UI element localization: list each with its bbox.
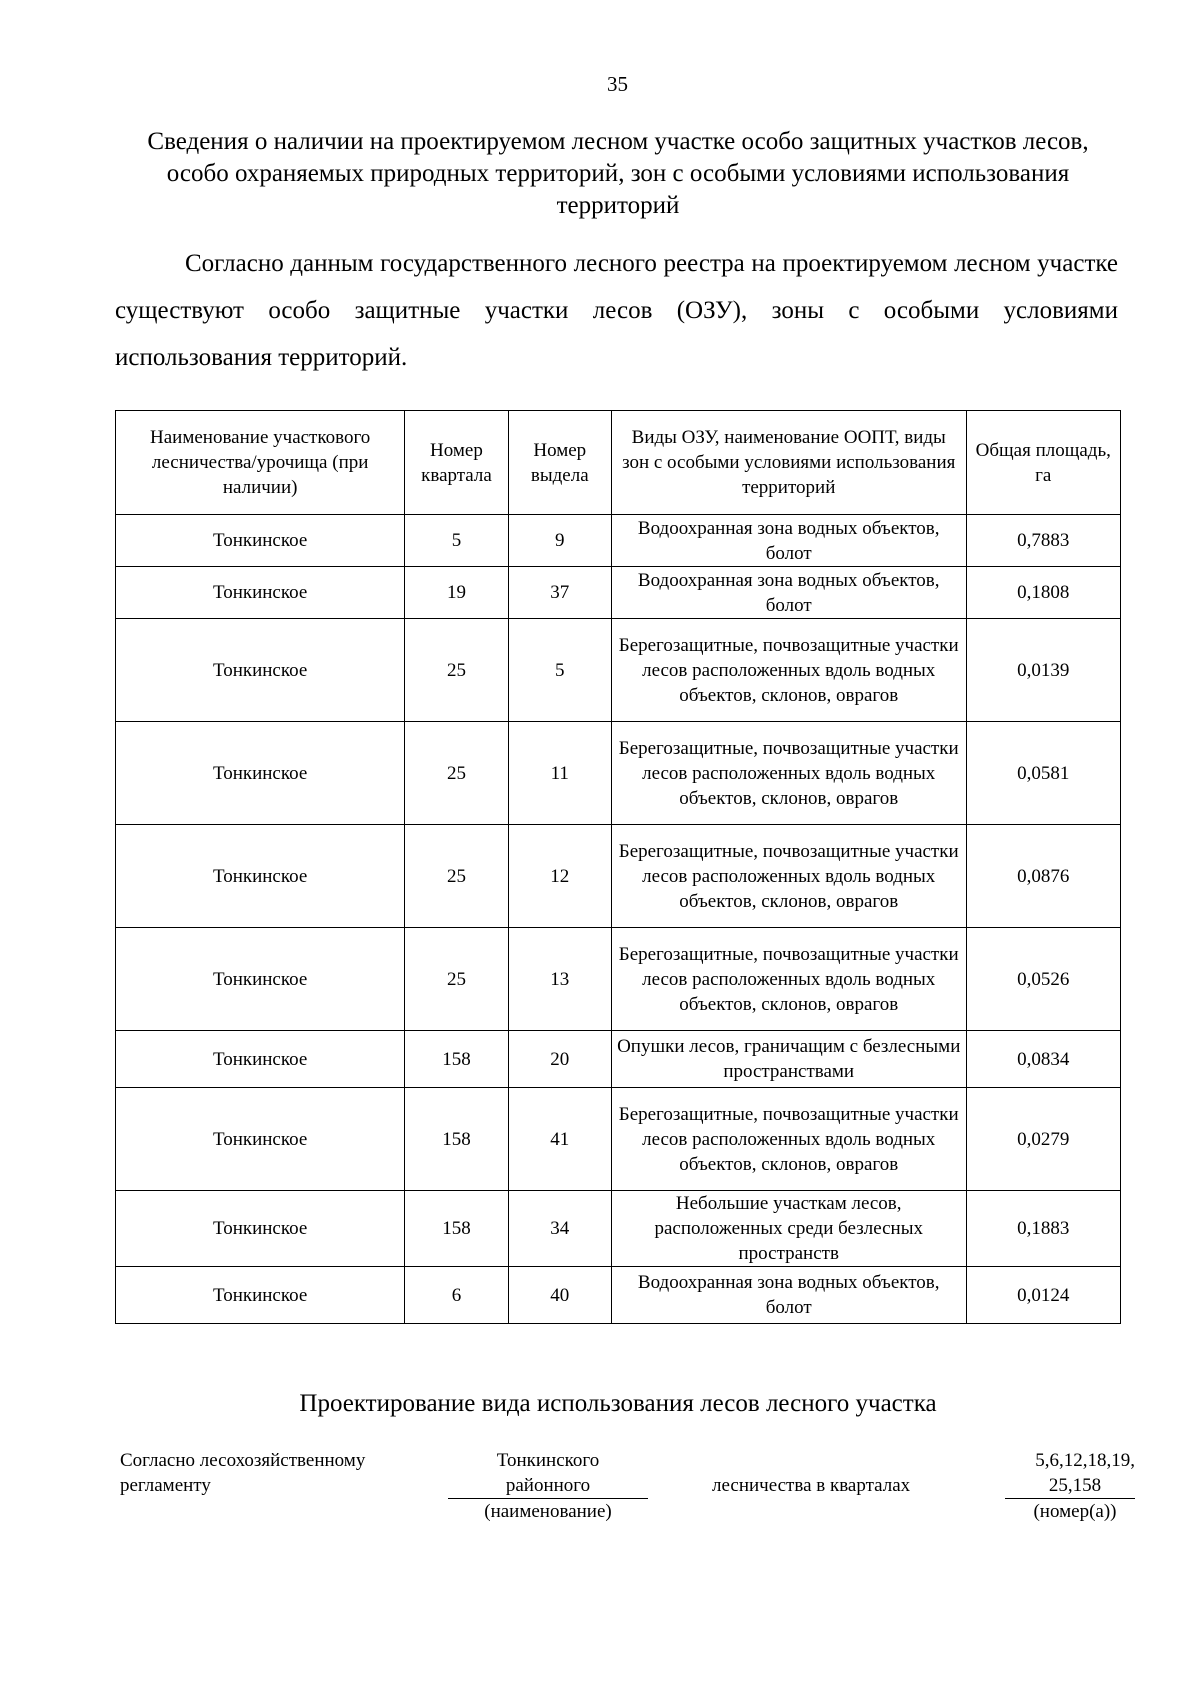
table-row [116, 567, 1121, 619]
header-quarter: Номер квартала [405, 411, 508, 515]
cell-area: 0,0834 [966, 1031, 1121, 1088]
cell-area: 0,1808 [966, 567, 1121, 619]
cell-quarter: 5 [405, 515, 508, 567]
cell-type: Опушки лесов, граничащим с безлесными пространствами [611, 1031, 966, 1088]
cell-name: Тонкинское [116, 1088, 405, 1191]
cell-quarter: 25 [405, 928, 508, 1031]
cell-quarter: 158 [405, 1088, 508, 1191]
cell-type: Водоохранная зона водных объектов, болот [611, 567, 966, 619]
cell-quarter: 158 [405, 1191, 508, 1267]
table-row [116, 1088, 1121, 1191]
header-type: Виды ОЗУ, наименование ООПТ, виды зон с особыми условиями использования территорий [611, 411, 966, 515]
regulation-label-line1: Согласно лесохозяйственному [120, 1450, 366, 1471]
cell-type: Водоохранная зона водных объектов, болот [611, 1267, 966, 1324]
cell-section: 12 [508, 825, 611, 928]
table-row [116, 1191, 1121, 1267]
cell-name: Тонкинское [116, 515, 405, 567]
forestry-caption: (наименование) [484, 1501, 612, 1522]
cell-area: 0,0124 [966, 1267, 1121, 1324]
cell-name: Тонкинское [116, 928, 405, 1031]
cell-area: 0,0526 [966, 928, 1121, 1031]
cell-section: 9 [508, 515, 611, 567]
page-number: 35 [607, 72, 628, 96]
cell-area: 0,0139 [966, 619, 1121, 722]
cell-name: Тонкинское [116, 825, 405, 928]
cell-section: 20 [508, 1031, 611, 1088]
cell-name: Тонкинское [116, 1267, 405, 1324]
cell-area: 0,0581 [966, 722, 1121, 825]
table-row [116, 722, 1121, 825]
cell-quarter: 19 [405, 567, 508, 619]
quarters-line1: 5,6,12,18,19, [1035, 1450, 1135, 1471]
cell-section: 13 [508, 928, 611, 1031]
cell-area: 0,0876 [966, 825, 1121, 928]
table-row [116, 619, 1121, 722]
forestry-name-line1: Тонкинского [496, 1450, 600, 1471]
cell-area: 0,7883 [966, 515, 1121, 567]
cell-type: Водоохранная зона водных объектов, болот [611, 515, 966, 567]
section2-title: Проектирование вида использования лесов лесного участка [299, 1390, 937, 1417]
cell-type: Берегозащитные, почвозащитные участки лесов расположенных вдоль водных объектов, склонов, оврагов [611, 1088, 966, 1191]
cell-section: 40 [508, 1267, 611, 1324]
quarters-caption: (номер(а)) [1033, 1501, 1117, 1522]
table-row [116, 1267, 1121, 1324]
cell-section: 41 [508, 1088, 611, 1191]
cell-type: Небольшие участкам лесов, расположенных среди безлесных пространств [611, 1191, 966, 1267]
regulation-line [115, 1448, 1135, 1538]
protected-areas-table [115, 410, 1121, 1324]
cell-quarter: 158 [405, 1031, 508, 1088]
regulation-middle-text: лесничества в кварталах [712, 1475, 911, 1496]
cell-quarter: 25 [405, 825, 508, 928]
section-title: Сведения о наличии на проектируемом лесном участке особо защитных участков лесов, особо охраняемых природных территорий, зон с особыми условиями использования территорий [147, 128, 1089, 219]
cell-quarter: 25 [405, 722, 508, 825]
intro-paragraph: Согласно данным государственного лесного реестра на проектируемом лесном участке существуют особо защитные участки лесов (ОЗУ), зоны с особыми условиями использования территорий. [115, 250, 1118, 371]
cell-type: Берегозащитные, почвозащитные участки лесов расположенных вдоль водных объектов, склонов, оврагов [611, 825, 966, 928]
forestry-name-field [448, 1448, 648, 1524]
cell-type: Берегозащитные, почвозащитные участки лесов расположенных вдоль водных объектов, склонов, оврагов [611, 722, 966, 825]
cell-quarter: 25 [405, 619, 508, 722]
cell-area: 0,1883 [966, 1191, 1121, 1267]
cell-area: 0,0279 [966, 1088, 1121, 1191]
cell-quarter: 6 [405, 1267, 508, 1324]
quarters-field [1005, 1448, 1135, 1524]
cell-section: 37 [508, 567, 611, 619]
header-area: Общая площадь, га [966, 411, 1121, 515]
cell-name: Тонкинское [116, 1191, 405, 1267]
cell-name: Тонкинское [116, 722, 405, 825]
table-row [116, 515, 1121, 567]
table-row [116, 928, 1121, 1031]
forestry-name-line2: районного [448, 1473, 648, 1499]
cell-section: 5 [508, 619, 611, 722]
cell-section: 11 [508, 722, 611, 825]
cell-name: Тонкинское [116, 567, 405, 619]
cell-type: Берегозащитные, почвозащитные участки лесов расположенных вдоль водных объектов, склонов, оврагов [611, 928, 966, 1031]
regulation-label [120, 1448, 450, 1498]
cell-type: Берегозащитные, почвозащитные участки лесов расположенных вдоль водных объектов, склонов, оврагов [611, 619, 966, 722]
header-section: Номер выдела [508, 411, 611, 515]
table-body [116, 515, 1121, 1324]
cell-name: Тонкинское [116, 1031, 405, 1088]
header-name: Наименование участкового лесничества/урочища (при наличии) [116, 411, 405, 515]
table-row [116, 1031, 1121, 1088]
table-row [116, 825, 1121, 928]
cell-section: 34 [508, 1191, 611, 1267]
cell-name: Тонкинское [116, 619, 405, 722]
table-header-row [116, 411, 1121, 515]
quarters-line2: 25,158 [1005, 1473, 1135, 1499]
regulation-label-line2: регламенту [120, 1475, 211, 1496]
